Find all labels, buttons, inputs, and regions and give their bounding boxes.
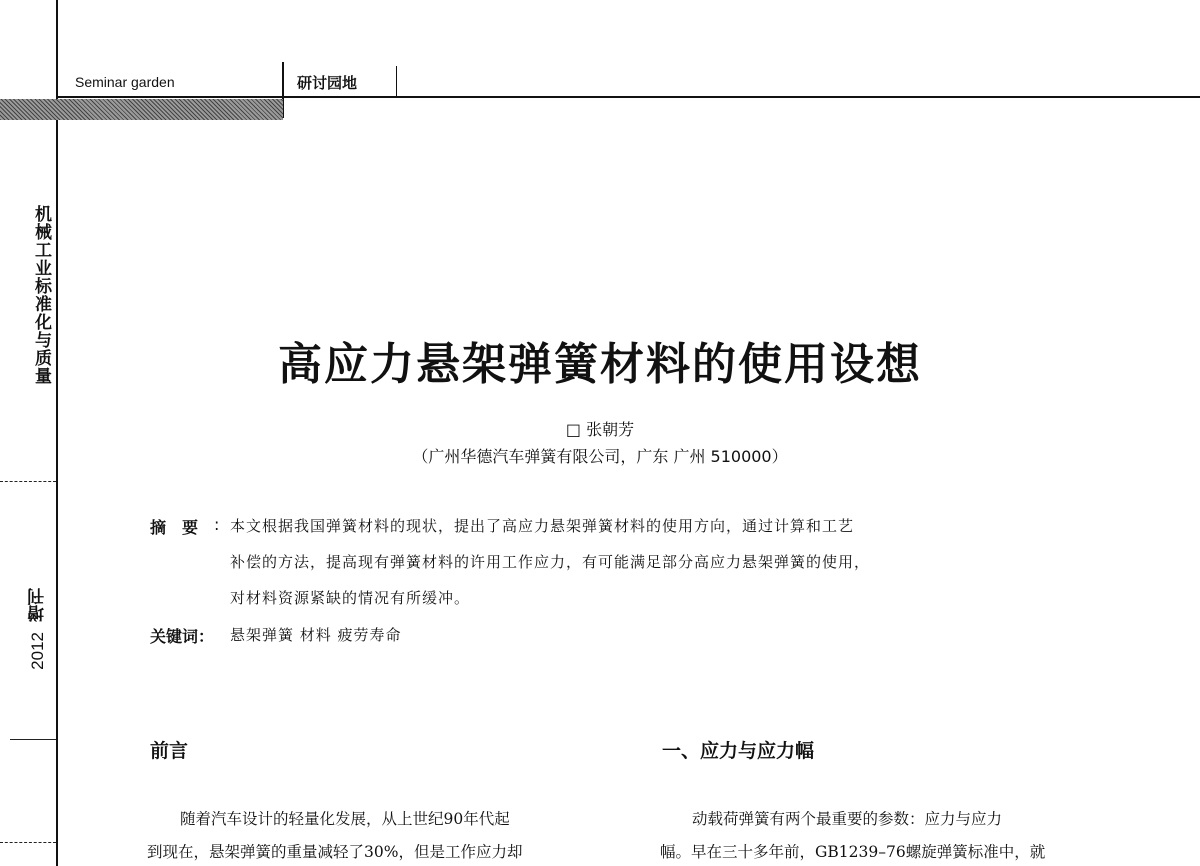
sidebar-separator [0, 842, 56, 843]
section-heading-preface: 前言 [150, 740, 189, 762]
body-text-line: 动载荷弹簧有两个最重要的参数：应力与应力 [692, 810, 1003, 828]
abstract-line: 对材料资源紧缺的情况有所缓冲。 [230, 589, 471, 607]
sidebar-separator [0, 481, 56, 482]
journal-name: 机械工业标准化与质量 [31, 205, 51, 385]
left-margin-rule [56, 0, 58, 866]
article-title: 高应力悬架弹簧材料的使用设想 [278, 339, 922, 390]
header-hatch-bar [0, 99, 283, 120]
keywords-label: 关键词： [150, 627, 215, 646]
body-text-line: 幅。早在三十多年前，GB1239–76螺旋弹簧标准中，就 [660, 843, 1046, 861]
issue-info [24, 588, 52, 708]
section-label-en: Seminar garden [75, 74, 175, 90]
issue-label: 增刊 [28, 588, 48, 622]
header-rule [58, 96, 1200, 98]
sidebar-separator [10, 739, 56, 740]
abstract-colon: : [214, 515, 220, 534]
section-label-zh: 研讨园地 [297, 74, 358, 92]
body-text-line: 到现在，悬架弹簧的重量减轻了30%，但是工作应力却 [147, 843, 523, 861]
section-heading-stress: 一、应力与应力幅 [662, 740, 815, 762]
body-text-line: 随着汽车设计的轻量化发展，从上世纪90年代起 [180, 810, 510, 828]
keywords: 悬架弹簧 材料 疲劳寿命 [230, 626, 402, 644]
abstract-label: 摘 要 [150, 518, 199, 537]
author: □ 张朝芳 [565, 420, 635, 439]
abstract-line: 补偿的方法，提高现有弹簧材料的许用工作应力，有可能满足部分高应力悬架弹簧的使用， [230, 553, 871, 571]
header-divider [396, 66, 397, 96]
issue-year: 2012 [28, 632, 47, 670]
abstract-line: 本文根据我国弹簧材料的现状，提出了高应力悬架弹簧材料的使用方向，通过计算和工艺 [230, 517, 855, 535]
affiliation: （广州华德汽车弹簧有限公司，广东 广州 510000） [412, 447, 788, 466]
